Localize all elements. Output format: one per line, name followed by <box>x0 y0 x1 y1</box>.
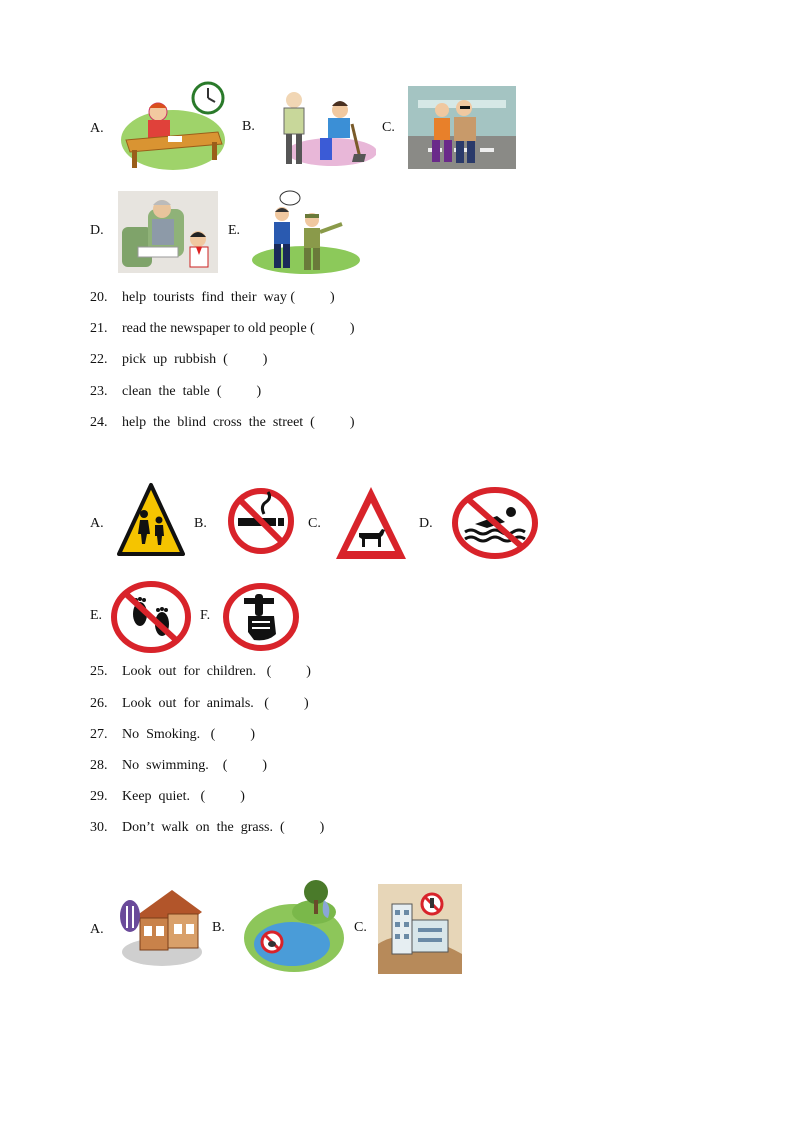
option-label-a: A. <box>90 922 104 937</box>
question-20 <box>90 290 355 321</box>
option-label-b: B. <box>212 920 225 935</box>
option-label-d: D. <box>90 223 104 238</box>
question-24 <box>90 415 355 446</box>
question-number: 22. <box>90 352 108 367</box>
question-number: 25. <box>90 664 108 679</box>
helping-tourist-find-way-picture <box>250 188 362 274</box>
question-text: help tourists find their way ( ) <box>122 290 335 305</box>
question-30 <box>90 820 324 851</box>
option-label-f: F. <box>200 608 211 623</box>
question-number: 29. <box>90 789 108 804</box>
question-text: pick up rubbish ( ) <box>122 352 268 367</box>
keep-quiet-sign-icon <box>222 582 300 652</box>
no-swimming-sign-icon <box>451 486 539 560</box>
question-list-2 <box>90 664 324 851</box>
option-label-d: D. <box>419 516 433 531</box>
park-lake-picture <box>240 876 346 976</box>
question-number: 24. <box>90 415 108 430</box>
option-label-e: E. <box>90 608 103 623</box>
animals-warning-sign-icon <box>333 483 409 565</box>
question-text: No swimming. ( ) <box>122 758 268 773</box>
question-28 <box>90 758 324 789</box>
children-crossing-sign-icon <box>117 482 185 558</box>
option-label-c: C. <box>354 920 367 935</box>
question-text: Look out for children. ( ) <box>122 664 311 679</box>
question-text: help the blind cross the street ( ) <box>122 415 355 430</box>
question-26 <box>90 696 324 727</box>
question-list-1 <box>90 290 355 446</box>
hospital-building-picture <box>378 884 462 974</box>
option-label-c: C. <box>382 120 395 135</box>
option-label-c: C. <box>308 516 321 531</box>
no-smoking-sign-icon <box>226 486 296 556</box>
picking-up-rubbish-picture <box>272 88 376 170</box>
question-21 <box>90 321 355 352</box>
question-text: read the newspaper to old people ( ) <box>122 321 355 336</box>
option-label-a: A. <box>90 516 104 531</box>
option-label-e: E. <box>228 223 241 238</box>
option-label-a: A. <box>90 121 104 136</box>
question-number: 26. <box>90 696 108 711</box>
question-23 <box>90 384 355 415</box>
helping-blind-cross-street-picture <box>408 86 516 169</box>
question-25 <box>90 664 324 696</box>
question-text: clean the table ( ) <box>122 384 262 399</box>
restaurant-building-picture <box>116 882 206 970</box>
option-label-b: B. <box>242 119 255 134</box>
reading-newspaper-to-old-man-picture <box>118 191 218 273</box>
no-walking-on-grass-sign-icon <box>110 580 192 654</box>
question-text: No Smoking. ( ) <box>122 727 255 742</box>
question-27 <box>90 727 324 758</box>
question-number: 20. <box>90 290 108 305</box>
question-text: Look out for animals. ( ) <box>122 696 309 711</box>
boy-cleaning-table-picture <box>118 80 228 172</box>
question-text: Keep quiet. ( ) <box>122 789 245 804</box>
question-text: Don’t walk on the grass. ( ) <box>122 820 325 835</box>
question-number: 23. <box>90 384 108 399</box>
question-number: 21. <box>90 321 108 336</box>
question-number: 28. <box>90 758 108 773</box>
question-22 <box>90 352 355 384</box>
question-29 <box>90 789 324 820</box>
question-number: 30. <box>90 820 108 835</box>
option-label-b: B. <box>194 516 207 531</box>
question-number: 27. <box>90 727 108 742</box>
